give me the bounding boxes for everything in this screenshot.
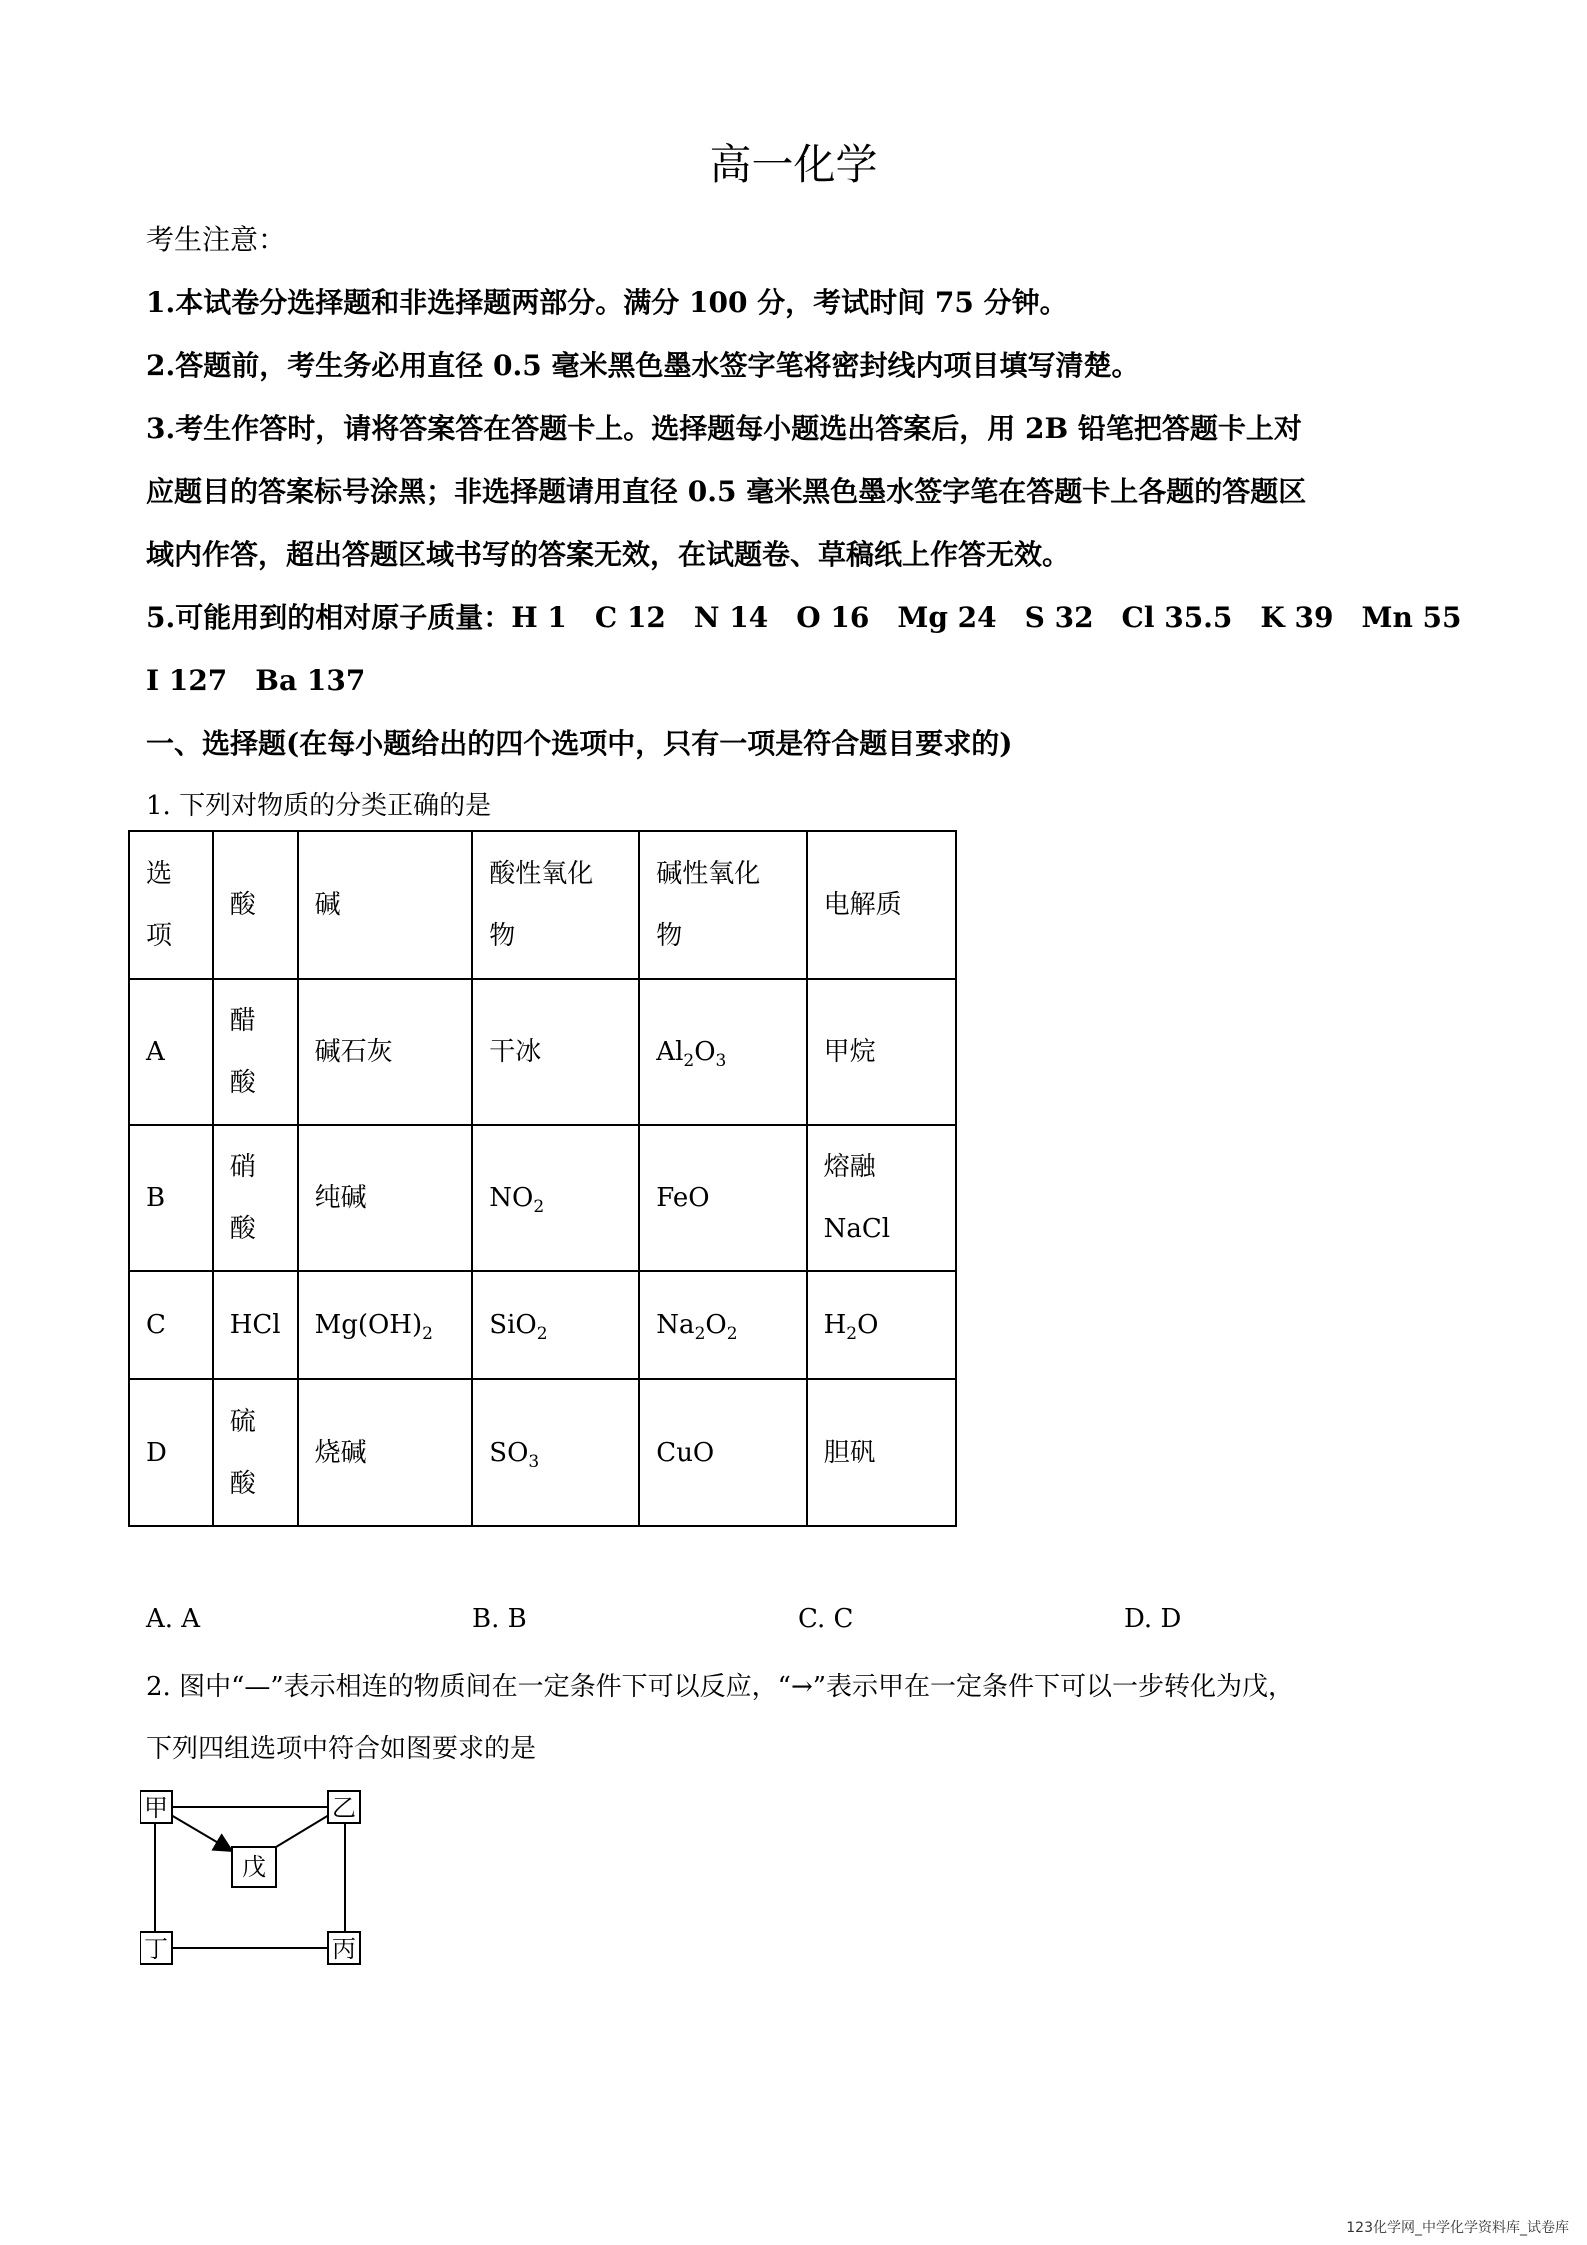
notice-item-3-line-2: 应题目的答案标号涂黑；非选择题请用直径 0.5 毫米黑色墨水签字笔在答题卡上各题的答题区 bbox=[146, 475, 1307, 508]
row-acid: 硫 酸 bbox=[213, 1379, 298, 1526]
footer-watermark: 123化学网_中学化学资料库_试卷库 bbox=[1346, 2220, 1569, 2236]
arrow-jia-to-wu bbox=[171, 1815, 232, 1851]
row-basic-oxide: $Na_2O_2$ bbox=[639, 1271, 806, 1379]
notice-item-3-line-3: 域内作答，超出答题区域书写的答案无效，在试题卷、草稿纸上作答无效。 bbox=[146, 538, 1071, 571]
node-bing-label: 丙 bbox=[332, 1935, 356, 1963]
row-basic-oxide: $Al_2O_3$ bbox=[639, 979, 806, 1125]
row-electrolyte: 甲烷 bbox=[807, 979, 956, 1125]
question-2-stem-line-1: 2. 图中“—”表示相连的物质间在一定条件下可以反应，“→”表示甲在一定条件下可以一步转化为戊， bbox=[146, 1672, 1295, 1702]
notice-item-5-line-2: I 127 Ba 137 bbox=[146, 664, 366, 697]
choice-c: C. C bbox=[798, 1604, 854, 1634]
notice-item-5-line-1: 5.可能用到的相对原子质量：H 1 C 12 N 14 O 16 Mg 24 S 32 Cl 35.5 K 39 Mn 55 bbox=[146, 601, 1462, 634]
notice-heading: 考生注意： bbox=[146, 223, 287, 256]
row-base: 烧碱 bbox=[298, 1379, 473, 1526]
choice-d: D. D bbox=[1124, 1604, 1182, 1634]
reaction-diagram bbox=[140, 1785, 380, 1975]
row-base: $Mg(OH)_2$ bbox=[298, 1271, 473, 1379]
section-1-heading: 一、选择题(在每小题给出的四个选项中，只有一项是符合题目要求的) bbox=[146, 727, 1013, 760]
row-acid: 硝 酸 bbox=[213, 1125, 298, 1271]
row-acidic-oxide: SiO$_2$ bbox=[472, 1271, 639, 1379]
row-base: 纯碱 bbox=[298, 1125, 473, 1271]
row-acidic-oxide: $SO_3$ bbox=[472, 1379, 639, 1526]
header-base: 碱 bbox=[298, 831, 473, 979]
row-basic-oxide: CuO bbox=[639, 1379, 806, 1526]
row-electrolyte: 熔融 NaCl bbox=[807, 1125, 956, 1271]
table-header-row bbox=[129, 831, 956, 979]
header-electrolyte: 电解质 bbox=[807, 831, 956, 979]
table-row bbox=[129, 1125, 956, 1271]
row-acid: 醋 酸 bbox=[213, 979, 298, 1125]
row-electrolyte: $H_2O$ bbox=[807, 1271, 956, 1379]
node-yi-label: 乙 bbox=[332, 1794, 356, 1822]
row-basic-oxide: FeO bbox=[639, 1125, 806, 1271]
classification-table bbox=[128, 830, 957, 1527]
header-acidic-oxide: 酸性氧化 物 bbox=[472, 831, 639, 979]
table-row bbox=[129, 1379, 956, 1526]
node-ding-label: 丁 bbox=[144, 1935, 168, 1963]
header-option: 选 项 bbox=[129, 831, 213, 979]
node-wu-label: 戊 bbox=[242, 1853, 266, 1881]
row-acidic-oxide: $NO_2$ bbox=[472, 1125, 639, 1271]
node-jia-label: 甲 bbox=[144, 1794, 168, 1822]
notice-item-2: 2.答题前，考生务必用直径 0.5 毫米黑色墨水签字笔将密封线内项目填写清楚。 bbox=[146, 349, 1140, 382]
notice-item-3-line-1: 3.考生作答时，请将答案答在答题卡上。选择题每小题选出答案后，用 2B 铅笔把答题卡上对 bbox=[146, 412, 1302, 445]
row-option: B bbox=[129, 1125, 213, 1271]
row-option: A bbox=[129, 979, 213, 1125]
row-acidic-oxide: 干冰 bbox=[472, 979, 639, 1125]
choice-a: A. A bbox=[146, 1604, 201, 1634]
table-row bbox=[129, 1271, 956, 1379]
table-row bbox=[129, 979, 956, 1125]
row-electrolyte: 胆矾 bbox=[807, 1379, 956, 1526]
page-title: 高一化学 bbox=[709, 140, 878, 189]
question-2-stem-line-2: 下列四组选项中符合如图要求的是 bbox=[146, 1734, 537, 1764]
header-acid: 酸 bbox=[213, 831, 298, 979]
header-basic-oxide: 碱性氧化 物 bbox=[639, 831, 806, 979]
question-1-stem: 1. 下列对物质的分类正确的是 bbox=[146, 791, 492, 821]
row-option: C bbox=[129, 1271, 213, 1379]
row-option: D bbox=[129, 1379, 213, 1526]
row-base: 碱石灰 bbox=[298, 979, 473, 1125]
choice-b: B. B bbox=[472, 1604, 527, 1634]
row-acid: HCl bbox=[213, 1271, 298, 1379]
notice-item-1: 1.本试卷分选择题和非选择题两部分。满分 100 分，考试时间 75 分钟。 bbox=[146, 286, 1068, 319]
